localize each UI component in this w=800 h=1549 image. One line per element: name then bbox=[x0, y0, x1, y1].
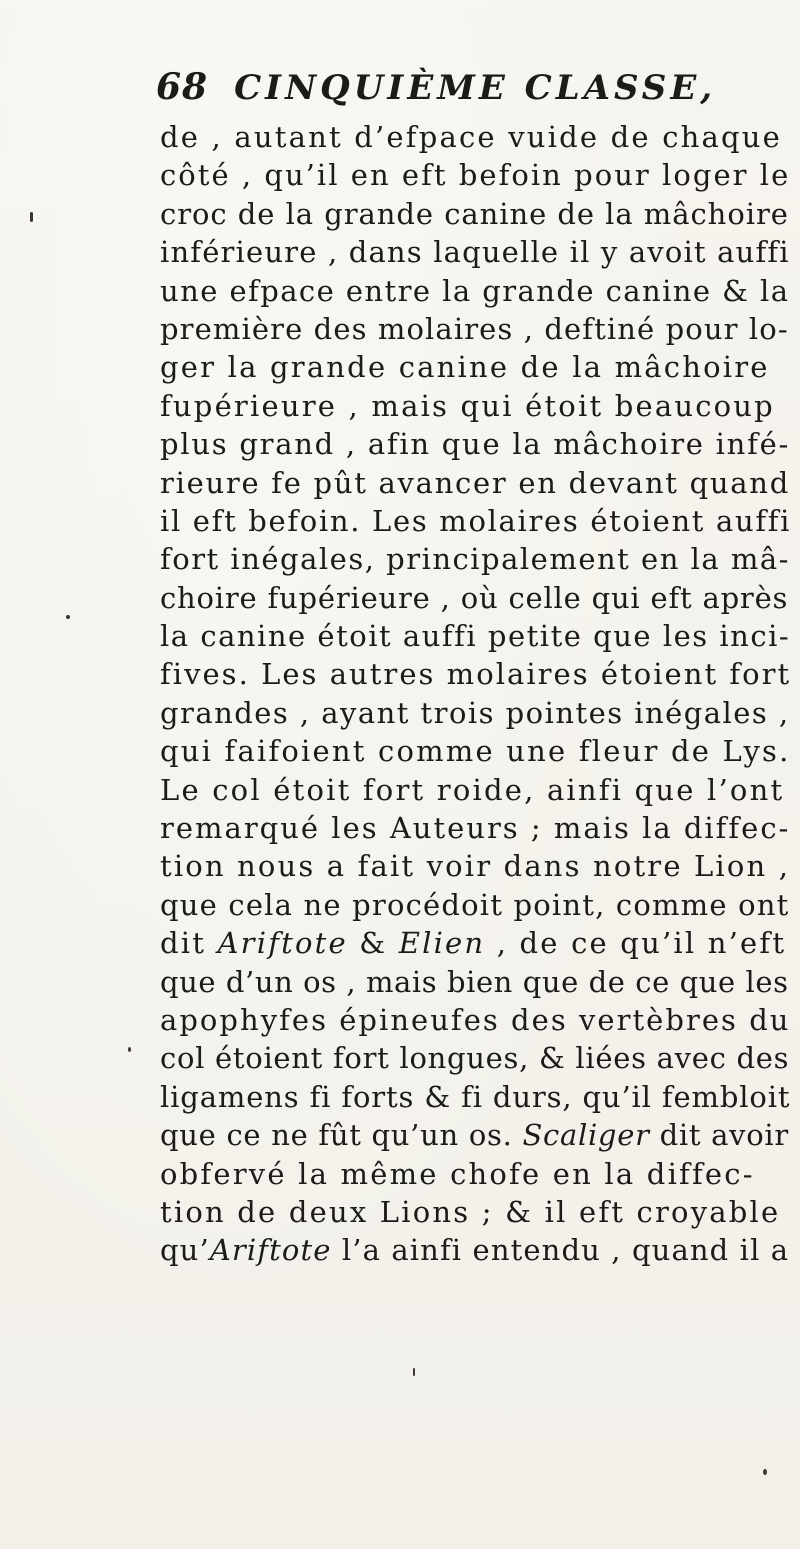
text-line: il eft befoin. Les molaires étoient auffi bbox=[160, 503, 792, 538]
text-line: fives. Les autres molaires étoient fort bbox=[160, 657, 792, 692]
text-segment: dit bbox=[160, 926, 218, 961]
italic-name: Ariftote bbox=[217, 926, 348, 961]
text-line: croc de la grande canine de la mâchoire bbox=[160, 196, 789, 231]
text-line: fupérieure , mais qui étoit beaucoup bbox=[160, 388, 775, 423]
text-segment: qu’ bbox=[160, 1233, 210, 1268]
text-segment: l’a ainfi entendu , quand il a bbox=[331, 1233, 790, 1268]
text-line: une efpace entre la grande canine & la bbox=[160, 273, 790, 308]
text-line: la canine étoit auffi petite que les inci- bbox=[160, 619, 791, 654]
ink-speck bbox=[763, 1469, 767, 1475]
italic-name: Scaliger bbox=[522, 1118, 650, 1153]
text-line: qui faifoient comme une fleur de Lys. bbox=[160, 734, 791, 769]
page-number: 68 bbox=[156, 66, 209, 108]
text-line: fort inégales, principalement en la mâ- bbox=[160, 542, 790, 577]
text-line: obfervé la même chofe en la diffec- bbox=[160, 1156, 755, 1191]
text-line: tion nous a fait voir dans notre Lion , bbox=[160, 849, 791, 884]
ink-speck bbox=[66, 615, 70, 619]
text-line: que cela ne procédoit point, comme ont bbox=[160, 887, 790, 922]
text-line: ger la grande canine de la mâchoire bbox=[160, 350, 770, 385]
text-line bbox=[160, 1231, 800, 1269]
text-line bbox=[160, 1116, 800, 1154]
text-line: rieure fe pût avancer en devant quand bbox=[160, 465, 790, 500]
text-segment: & bbox=[347, 926, 399, 961]
text-line: Le col étoit fort roide, ainfi que l’ont bbox=[160, 772, 785, 807]
text-line: côté , qu’il en eft befoin pour loger le bbox=[160, 158, 791, 193]
running-head: CINQUIÈME CLASSE, bbox=[234, 68, 717, 108]
italic-name: Elien bbox=[398, 926, 486, 961]
text-line: tion de deux Lions ; & il eft croyable bbox=[160, 1194, 781, 1229]
text-line: remarqué les Auteurs ; mais la diffec- bbox=[160, 811, 791, 846]
text-segment: que ce ne fût qu’un os. bbox=[160, 1118, 523, 1153]
text-line: choire fupérieure , où celle qui eft après bbox=[160, 580, 789, 615]
text-segment: dit avoir bbox=[649, 1118, 789, 1153]
text-line: apophyfes épineufes des vertèbres du bbox=[160, 1002, 791, 1037]
italic-name: Ariftote bbox=[209, 1233, 332, 1268]
page-header bbox=[156, 66, 716, 118]
text-line: que d’un os , mais bien que de ce que les bbox=[160, 964, 789, 999]
text-line bbox=[160, 924, 800, 962]
ink-speck bbox=[413, 1368, 415, 1376]
text-line: de , autant d’efpace vuide de chaque bbox=[160, 120, 783, 154]
text-line: grandes , ayant trois pointes inégales , bbox=[160, 695, 790, 730]
text-line: ligamens fi forts & fi durs, qu’il fembloit bbox=[160, 1079, 791, 1114]
text-line: inférieure , dans laquelle il y avoit auffi bbox=[160, 235, 790, 270]
text-segment: , de ce qu’il n’eft bbox=[485, 926, 787, 961]
body-text bbox=[160, 118, 800, 1270]
text-line: col étoient fort longues, & liées avec des bbox=[160, 1041, 790, 1076]
text-line: première des molaires , deftiné pour lo- bbox=[160, 311, 789, 346]
ink-speck bbox=[30, 212, 33, 222]
text-line: plus grand , afin que la mâchoire infé- bbox=[160, 427, 791, 462]
ink-speck bbox=[128, 1047, 131, 1052]
